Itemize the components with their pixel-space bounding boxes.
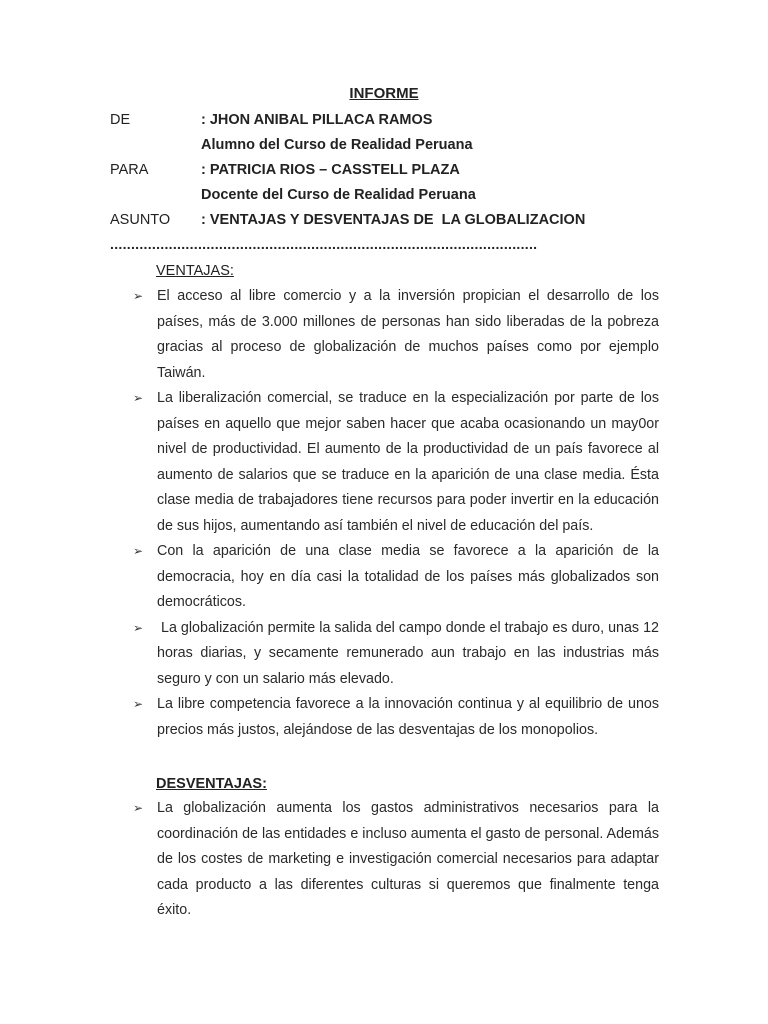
list-item	[133, 284, 659, 386]
arrow-bullet-icon: ➢	[133, 544, 144, 558]
list-item	[133, 386, 659, 539]
header-asunto-value: : VENTAJAS Y DESVENTAJAS DE LA GLOBALIZACION	[201, 212, 586, 228]
list-item	[133, 539, 659, 616]
list-item-text: La liberalización comercial, se traduce en la especialización por parte de los países en aquello que mejor saben hacer que acaba ocasionando un may0or nivel de productividad. El aumento de la productividad de un país favorece al aumento de salarios que se traduce en la aparición de una clase media. Ésta clase media de trabajadores tiene recursos para poder invertir en la educación de sus hijos, aumentando así también el nivel de educación del país.	[157, 390, 659, 534]
list-item-text: El acceso al libre comercio y a la inversión propician el desarrollo de los países, más de 3.000 millones de personas han sido liberadas de la pobreza gracias al proceso de globalización de muchos países como por ejemplo Taiwán.	[157, 288, 659, 381]
separator-dots: ......................................................................................................	[110, 236, 538, 252]
list-item	[133, 692, 659, 743]
arrow-bullet-icon: ➢	[133, 697, 144, 711]
arrow-bullet-icon: ➢	[133, 620, 144, 635]
header-asunto-label: ASUNTO	[110, 212, 171, 228]
ventajas-list	[133, 284, 663, 743]
header-de-value: : JHON ANIBAL PILLACA RAMOS	[201, 112, 433, 128]
ventajas-heading	[156, 262, 234, 280]
list-item-text: La globalización permite la salida del campo donde el trabajo es duro, unas 12 horas diarias, y secamente remunerado aun trabajo en las industrias más seguro y con un salario más elevado.	[157, 619, 663, 687]
header-para-value: : PATRICIA RIOS – CASSTELL PLAZA	[201, 162, 460, 178]
header-para-sub: Docente del Curso de Realidad Peruana	[201, 187, 476, 203]
list-item-text: La libre competencia favorece a la innovación continua y al equilibrio de unos precios más justos, alejándose de las desventajas de los monopolios.	[157, 696, 659, 738]
list-item-text: La globalización aumenta los gastos administrativos necesarios para la coordinación de las entidades e incluso aumenta el gasto de personal. Además de los costes de marketing e investigación comercial necesarios para adaptar cada producto a las diferentes culturas si queremos que finalmente tenga éxito.	[157, 800, 659, 918]
document-title: INFORME	[349, 85, 419, 102]
header-para-label: PARA	[110, 162, 149, 178]
list-item-text: Con la aparición de una clase media se favorece a la aparición de la democracia, hoy en día casi la totalidad de los países más globalizados son democráticos.	[157, 543, 659, 610]
arrow-bullet-icon: ➢	[133, 391, 144, 405]
header-de-label: DE	[110, 112, 131, 128]
arrow-bullet-icon: ➢	[133, 289, 144, 303]
desventajas-list	[133, 796, 659, 924]
list-item	[133, 616, 663, 693]
ventajas-heading-colon: :	[229, 263, 234, 279]
header-de-sub: Alumno del Curso de Realidad Peruana	[201, 137, 473, 153]
ventajas-heading-text: VENTAJAS	[156, 263, 230, 279]
arrow-bullet-icon: ➢	[133, 801, 144, 815]
list-item	[133, 796, 659, 924]
desventajas-heading: DESVENTAJAS:	[156, 776, 267, 792]
